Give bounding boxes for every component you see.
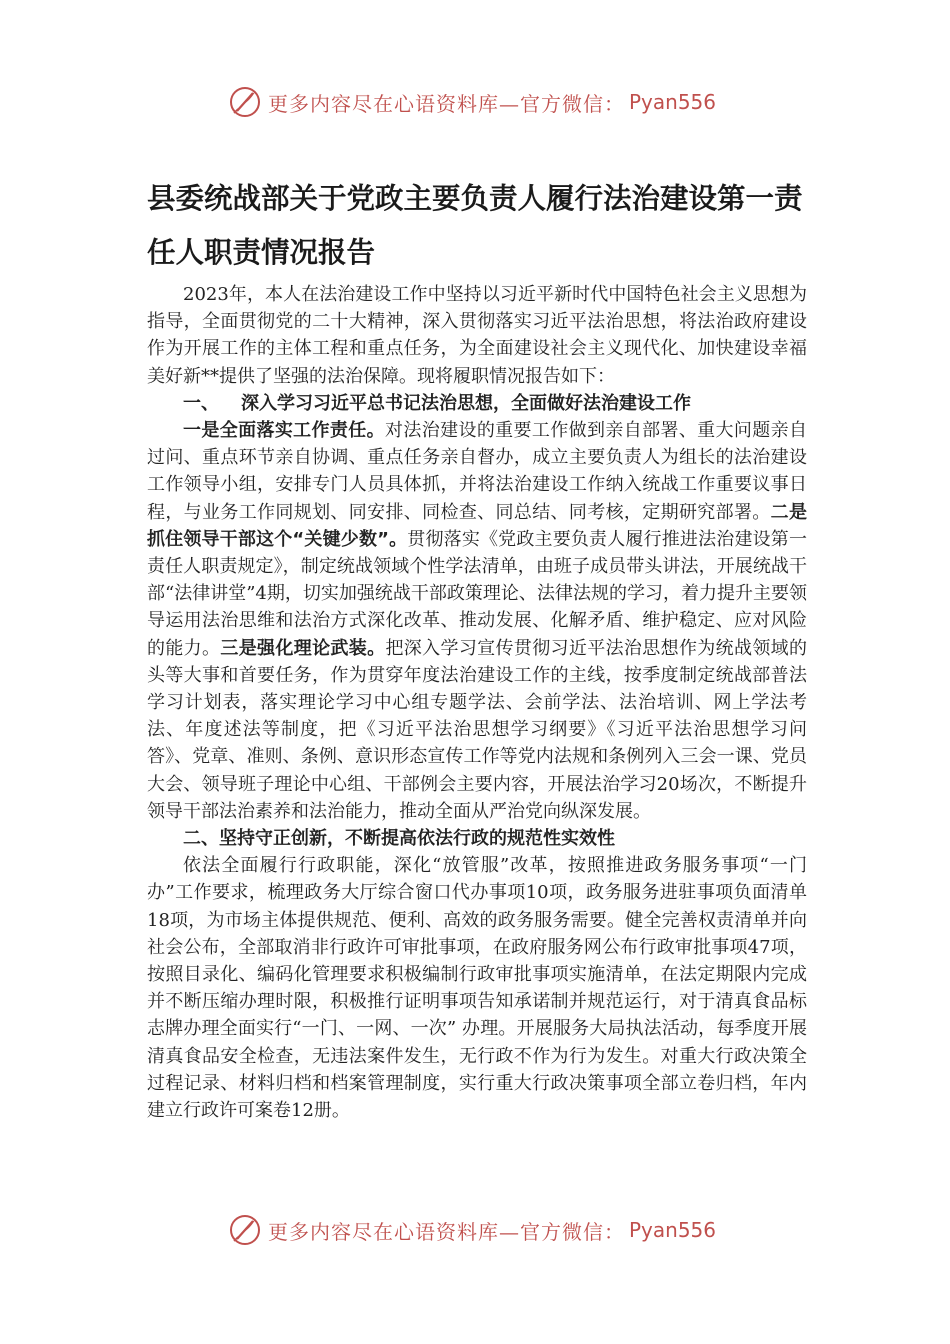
section-2-paragraph: 依法全面履行行政职能，深化“放管服”改革，按照推进政务服务事项“一门办”工作要求，梳理政务大厅综合窗口代办事项10项，政务服务进驻事项负面清单18项，为市场主体提供规范、便利、高效的政务服务需要。健全完善权责清单并向社会公布，全部取消非行政许可审批事项，在政府服务网公布行政审批事项47项，按照目录化、编码化管理要求积极编制行政审批事项实施清单，在法定期限内完成并不断压缩办理时限，积极推行证明事项告知承诺制并规范运行，对于清真食品标志牌办理全面实行“一门、一网、一次” 办理。开展服务大局执法活动，每季度开展清真食品安全检查，无违法案件发生，无行政不作为行为发生。对重大行政决策全过程记录、材料归档和档案管理制度，实行重大行政决策事项全部立卷归档，年内建立行政许可案卷12册。 [147,855,807,1122]
document-body [147,281,807,1124]
point-1-lead: 一是全面落实工作责任。 [183,420,385,442]
section-2-heading: 二、坚持守正创新，不断提高依法行政的规范性实效性 [183,828,615,850]
quill-logo-icon [228,85,262,119]
point-2-lead: 二是抓住领导干部这个“关键少数”。 [147,501,807,550]
point-1-text: 对法治建设的重要工作做到亲自部署、重大问题亲自过问、重点环节亲自协调、重点任务亲自督办，成立主要负责人为组长的法治建设工作领导小组，安排专门人员具体抓，并将法治建设工作纳入统战工作重要议事日程，与业务工作同规划、同安排、同检查、同总结、同考核，定期研究部署。 [147,420,807,523]
quill-logo-icon [228,1213,262,1247]
point-3-text: 把深入学习宣传贯彻习近平法治思想作为统战领域的头等大事和首要任务，作为贯穿年度法治建设工作的主线，按季度制定统战部普法学习计划表，落实理论学习中心组专题学法、会前学法、法治培训、网上学法考法、年度述法等制度，把《习近平法治思想学习纲要》《习近平法治思想学习问答》、党章、准则、条例、意识形态宣传工作等党内法规和条例列入三会一课、党员大会、领导班子理论中心组、干部例会主要内容，开展法治学习20场次，不断提升领导干部法治素养和法治能力，推动全面从严治党向纵深发展。 [147,637,808,822]
watermark-wechat-id: Pyan556 [629,1218,717,1242]
document-title: 县委统战部关于党政主要负责人履行法治建设第一责任人职责情况报告 [147,182,803,269]
watermark-text: 更多内容尽在心语资料库—官方微信： [268,1219,625,1244]
watermark-text: 更多内容尽在心语资料库—官方微信： [268,91,625,116]
watermark-wechat-id: Pyan556 [629,90,717,114]
intro-paragraph: 2023年，本人在法治建设工作中坚持以习近平新时代中国特色社会主义思想为指导，全面贯彻党的二十大精神，深入贯彻落实习近平法治思想，将法治政府建设作为开展工作的主体工程和重点任务，为全面建设社会主义现代化、加快建设幸福美好新**提供了坚强的法治保障。现将履职情况报告如下： [147,284,807,387]
watermark-header [228,84,716,120]
section-1-title: 深入学习习近平总书记法治思想，全面做好法治建设工作 [241,392,691,414]
point-3-lead: 三是强化理论武装。 [220,637,386,659]
section-1-number: 一、 [183,392,219,414]
section-1-paragraph [147,417,807,825]
watermark-footer [228,1212,716,1248]
point-2-text: 贯彻落实《党政主要负责人履行推进法治建设第一责任人职责规定》，制定统战领域个性学法清单，由班子成员带头讲法，开展统战干部“法律讲堂”4期，切实加强统战干部政策理论、法律法规的学习，着力提升主要领导运用法治思维和法治方式深化改革、推动发展、化解矛盾、维护稳定、应对风险的能力。 [147,528,807,659]
section-1-heading [147,390,807,417]
